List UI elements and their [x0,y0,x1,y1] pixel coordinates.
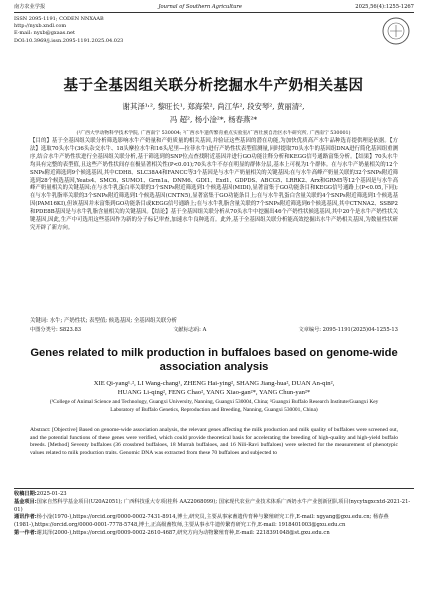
abstract-en: Abstract: [Objective] Based on genome-wide association analysis, the relevant genes affecting the milk production and milk quality of buffaloes were screened out, and the potential functions of these genes were verified, which could provide theoretical basis for accelerating the breeding of high-quality and high-yield buffalo breeds. [Method] Seventy buffaloes (36 crossbred buffaloes, 18 Murrah buffaloes, and 16 Nili-Ravi buffaloes) were selected for the measurement of phenotypic values related to milk production traits. Genomic DNA was extracted from these 70 buffaloes and subjected to [30,427,398,456]
authors-cn-line1: 谢其泽¹˒², 黎旺长¹, 郑海荣², 尚江华², 段安琴², 黄丽清², [122,102,305,111]
journal-stamp-icon [381,16,411,46]
received-label: 收稿日期: [14,491,37,497]
issn: ISSN 2095-1191; CODEN NNXAAB [14,16,104,22]
first-author-text: 谢其泽(2000-),https://orcid.org/0009-0002-2610-4687,研究方向为动物繁殖育种,E-mail: 2218391048@st.gxu.edu.cn [36,529,330,536]
affiliation-en: (¹College of Animal Science and Technology, Guangxi University, Nanning, Guangxi 530004, China; ²Guangxi Buffalo Research Institute/Guangxi Key Laboratory of Buffalo Genetics, Reproduction and Breeding, Nanning, Guangxi 530001, China) [49,399,379,413]
footnotes [14,491,414,538]
authors-en [30,380,398,397]
keywords-cn: 关键词: 水牛; 产奶性状; 表型值; 候选基因; 全基因组关联分析 [30,318,178,324]
authors-cn [0,100,427,126]
doi[interactable]: DOI:10.3969/j.issn.2095-1191.2025.04.023 [14,37,124,44]
first-author-label: 第一作者: [14,529,37,536]
contact-label: 通讯作者: [14,514,37,521]
authors-cn-line2: 冯 超², 杨小淦²*, 杨春燕²* [169,115,258,124]
journal-email[interactable]: E-mail: nyxb@gxaas.net [14,30,76,37]
received-date: 2025-01-23 [36,491,67,497]
affiliation-cn: (¹广西大学动物科学技术学院, 广西南宁 530004; ²广西水牛遗传繁育重点实验室/广西壮族自治区水牛研究所, 广西南宁 530001) [76,131,351,136]
fund-label: 基金项目: [14,498,37,505]
contact-text: 杨小淦(1970-),https://orcid.org/0000-0002-7431-8914,博士,研究员,主要从事家畜遗传育种与繁殖研究工作,E-mail: xgyang@gxu.edu.cn; 杨春燕(1981-),https://orcid.org/0000-0001-7778-5748,博士,正高级畜牧师,主要从事水牛遗传繁育研究工作,E-mail: 1918401003@gxu.edu.cn [14,514,389,529]
journal-name-en: Journal of Southern Agriculture [158,4,242,10]
header-rule [14,12,414,13]
journal-meta [14,16,123,45]
contact-note [14,514,414,530]
received-note [14,491,414,499]
classification-row [30,326,398,333]
title-cn: 基于全基因组关联分析挖掘水牛产奶相关基因 [63,78,364,94]
authors-en-line2: HUANG Li-qing², FENG Chao², YANG Xiao-gan²*, YANG Chun-yan²* [117,388,311,396]
document-code: 文献标志码: A [173,327,207,333]
abstract-cn: 【目的】基于全基因组关联分析筛选影响水牛产奶量和产奶质量的相关基因,并验证这些基因的潜在功能,为加快优质高产水牛品种选育提供理论依据。【方法】选取70头水牛(36头杂交水牛、18头摩拉水牛和16头尼里—拉菲水牛)进行产奶性状表型值测量,同时提取70头水牛的基因组DNA进行简化基因组重测序,结合水牛产奶性状进行全基因组关联分析,基于筛选到的SNP位点查找附近基因并进行GO功能注释分析和KEGG信号通路富集分析。【结果】70头水牛均具有完整的表型值,且这些产奶性状间存在极显著相关性(P<0.01);70头水牛不存在明显的群体分层,基本上可视为1个群体。在与水牛产奶量相关的12个SNPs附近筛选到9个候选基因,其中CDH8、SLC38A4和FANCC等3个基因是与水牛产奶量相关的关键基因;在与水牛高峰产奶量关联的32个SNPs附近筛选到28个候选基因,Yeats4、SMC6、SUMO1、Grm1a、DNM6、GDI1、Exd1、GDPDS、ABCG5、LRRK2、Arx和GRM5等12个基因是与水牛高峰产奶量相关的关键基因;在与水牛乳蛋白率关联的3个SNPs附近筛选到1个候选基因(MIDI),显著富集于GO功能条目和KEGG信号通路上(P<0.05,下同);在与水牛乳脂率关联的3个SNPs附近筛选到1个候选基因(CNTN5),显著富集于GO功能条目上;在与水牛乳蛋白含量关联的4个SNPs附近筛选到1个候选基因(PAM16KI),但该基因并未富集到GO功能条目或KEGG信号通路上;在与水牛乳脂含量关联的7个SNPs附近筛选到6个候选基因,其中CTNNA2、SSBP2和PDE8B基因是与水牛乳脂含量相关的关键基因。【结论】基于全基因组关联分析从70头水牛中挖掘出46个产奶性状候选基因,其中20个是水牛产奶性状关键基因,因此,生产中可选用这些基因作为新的分子标记审查,加速水牛良种选育。此外,基于全基因组关联分析能高效挖掘出水牛产奶相关基因,为数量性状研究开辟了新方向。 [30,138,398,231]
fund-note [14,499,414,515]
running-header [14,4,414,11]
journal-website[interactable]: http://nyxb.xndl.com [14,23,67,30]
article-number: 文章编号: 2095-1191(2025)04-1255-13 [298,327,398,333]
title-en: Genes related to milk production in buffaloes based on genome-wide association analysis [30,347,398,373]
fund-text: 国家自然科学基金项目(U20A2051); 广西科技重大专项(桂科 AA22068099); 国家现代农业产业技术体系广西奶水牛产业创新团队项目(nycytxgxcxtd-2021-21-01) [14,498,411,513]
volume-pages: 2025,56(4):1255-1267 [355,4,414,10]
authors-en-line1: XIE Qi-yang¹˒², LI Wang-chang¹, ZHENG Hai-ying², SHANG Jiang-hua², DUAN An-qin², [93,380,335,387]
clc-number: 中图分类号: S823.83 [30,327,82,333]
first-author-note [14,530,414,538]
journal-name-cn: 南方农业学报 [14,4,46,10]
footnote-rule [14,488,414,489]
